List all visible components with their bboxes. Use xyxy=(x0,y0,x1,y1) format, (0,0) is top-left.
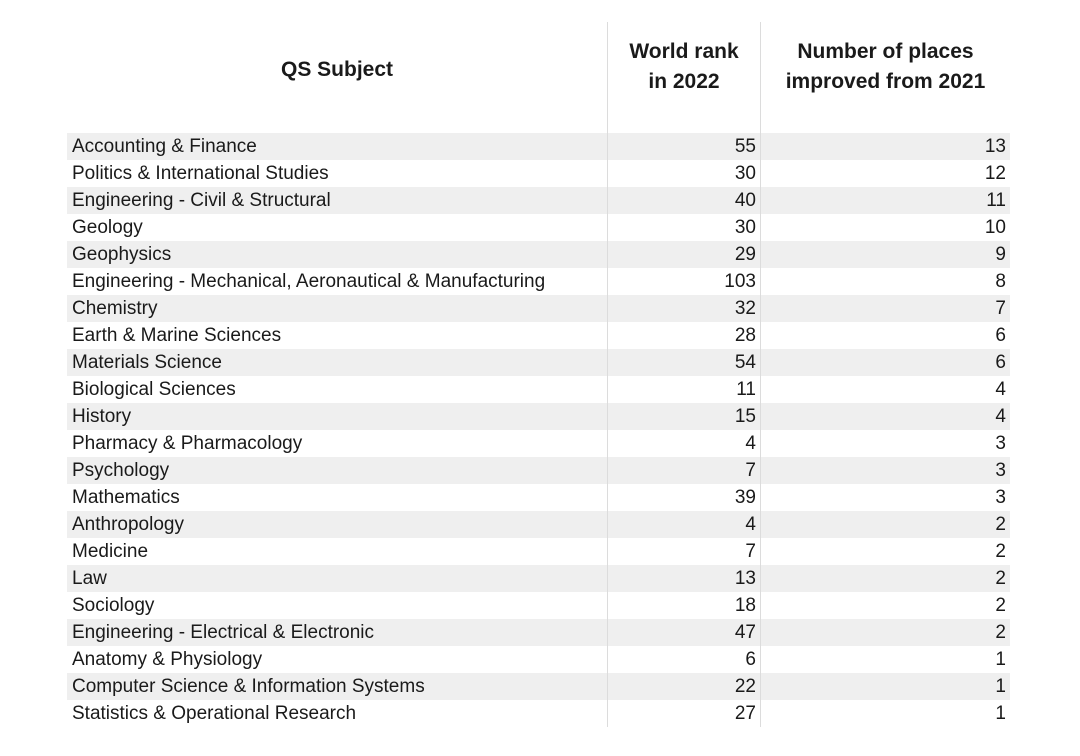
cell-subject: Psychology xyxy=(72,460,170,481)
cell-subject: Earth & Marine Sciences xyxy=(72,325,282,346)
header-rank-line1: World rank xyxy=(629,40,739,63)
table-row xyxy=(67,241,1010,268)
cell-world-rank: 29 xyxy=(607,241,760,268)
rankings-table xyxy=(67,22,1010,727)
cell-world-rank: 18 xyxy=(607,592,760,619)
table-row xyxy=(67,538,1010,565)
table-row xyxy=(67,430,1010,457)
cell-world-rank: 28 xyxy=(607,322,760,349)
cell-world-rank: 54 xyxy=(607,349,760,376)
cell-world-rank: 7 xyxy=(607,457,760,484)
cell-world-rank: 30 xyxy=(607,214,760,241)
cell-subject: Computer Science & Information Systems xyxy=(72,676,425,697)
cell-places-improved: 3 xyxy=(760,430,1010,457)
cell-world-rank: 47 xyxy=(607,619,760,646)
table-row xyxy=(67,160,1010,187)
cell-subject: Anthropology xyxy=(72,514,184,535)
header-rank-line2: in 2022 xyxy=(648,70,720,93)
cell-places-improved: 12 xyxy=(760,160,1010,187)
cell-places-improved: 4 xyxy=(760,403,1010,430)
cell-places-improved: 13 xyxy=(760,133,1010,160)
cell-world-rank: 11 xyxy=(607,376,760,403)
cell-world-rank: 13 xyxy=(607,565,760,592)
header-spacer xyxy=(67,112,1010,133)
cell-world-rank: 7 xyxy=(607,538,760,565)
cell-world-rank: 4 xyxy=(607,511,760,538)
cell-places-improved: 2 xyxy=(760,592,1010,619)
header-improved-line2: improved from 2021 xyxy=(785,70,986,93)
cell-places-improved: 2 xyxy=(760,511,1010,538)
table-body xyxy=(67,133,1010,727)
cell-world-rank: 30 xyxy=(607,160,760,187)
cell-subject: Engineering - Mechanical, Aeronautical & Manufacturing xyxy=(72,271,546,292)
header-subject xyxy=(67,22,607,112)
cell-world-rank: 22 xyxy=(607,673,760,700)
cell-world-rank: 4 xyxy=(607,430,760,457)
cell-subject: Pharmacy & Pharmacology xyxy=(72,433,303,454)
cell-world-rank: 40 xyxy=(607,187,760,214)
cell-places-improved: 10 xyxy=(760,214,1010,241)
cell-subject: Biological Sciences xyxy=(72,379,236,400)
cell-places-improved: 1 xyxy=(760,673,1010,700)
cell-places-improved: 2 xyxy=(760,565,1010,592)
cell-subject: Medicine xyxy=(72,541,149,562)
table-row xyxy=(67,349,1010,376)
cell-world-rank: 15 xyxy=(607,403,760,430)
cell-places-improved: 6 xyxy=(760,349,1010,376)
table-row xyxy=(67,565,1010,592)
header-improved-line1: Number of places xyxy=(797,40,974,63)
cell-subject: History xyxy=(72,406,132,427)
table-row xyxy=(67,133,1010,160)
table-row xyxy=(67,484,1010,511)
cell-places-improved: 2 xyxy=(760,619,1010,646)
table-row xyxy=(67,646,1010,673)
table-row xyxy=(67,403,1010,430)
cell-subject: Accounting & Finance xyxy=(72,136,257,157)
cell-places-improved: 8 xyxy=(760,268,1010,295)
cell-places-improved: 4 xyxy=(760,376,1010,403)
header-world-rank xyxy=(607,22,760,112)
cell-places-improved: 3 xyxy=(760,457,1010,484)
cell-places-improved: 3 xyxy=(760,484,1010,511)
cell-places-improved: 1 xyxy=(760,646,1010,673)
table-row xyxy=(67,295,1010,322)
table-row xyxy=(67,376,1010,403)
table-row xyxy=(67,511,1010,538)
cell-subject: Law xyxy=(72,568,107,589)
cell-subject: Politics & International Studies xyxy=(72,163,329,184)
cell-places-improved: 9 xyxy=(760,241,1010,268)
table-row xyxy=(67,457,1010,484)
cell-places-improved: 2 xyxy=(760,538,1010,565)
table-row xyxy=(67,673,1010,700)
cell-world-rank: 27 xyxy=(607,700,760,727)
table-row xyxy=(67,187,1010,214)
cell-subject: Geology xyxy=(72,217,143,238)
header-subject-label: QS Subject xyxy=(280,58,394,81)
cell-subject: Sociology xyxy=(72,595,155,616)
cell-subject: Statistics & Operational Research xyxy=(72,703,357,724)
cell-places-improved: 1 xyxy=(760,700,1010,727)
cell-subject: Engineering - Electrical & Electronic xyxy=(72,622,375,643)
cell-places-improved: 7 xyxy=(760,295,1010,322)
table-row xyxy=(67,619,1010,646)
header-places-improved xyxy=(760,22,1010,112)
table-header-row xyxy=(67,22,1010,112)
cell-subject: Materials Science xyxy=(72,352,222,373)
table-row xyxy=(67,322,1010,349)
table-row xyxy=(67,700,1010,727)
cell-world-rank: 6 xyxy=(607,646,760,673)
cell-subject: Anatomy & Physiology xyxy=(72,649,263,670)
table-row xyxy=(67,592,1010,619)
cell-world-rank: 39 xyxy=(607,484,760,511)
cell-subject: Geophysics xyxy=(72,244,172,265)
cell-subject: Mathematics xyxy=(72,487,180,508)
table-row xyxy=(67,268,1010,295)
table-row xyxy=(67,214,1010,241)
cell-subject: Engineering - Civil & Structural xyxy=(72,190,331,211)
cell-places-improved: 6 xyxy=(760,322,1010,349)
cell-world-rank: 55 xyxy=(607,133,760,160)
cell-places-improved: 11 xyxy=(760,187,1010,214)
cell-world-rank: 32 xyxy=(607,295,760,322)
cell-subject: Chemistry xyxy=(72,298,158,319)
cell-world-rank: 103 xyxy=(607,268,760,295)
